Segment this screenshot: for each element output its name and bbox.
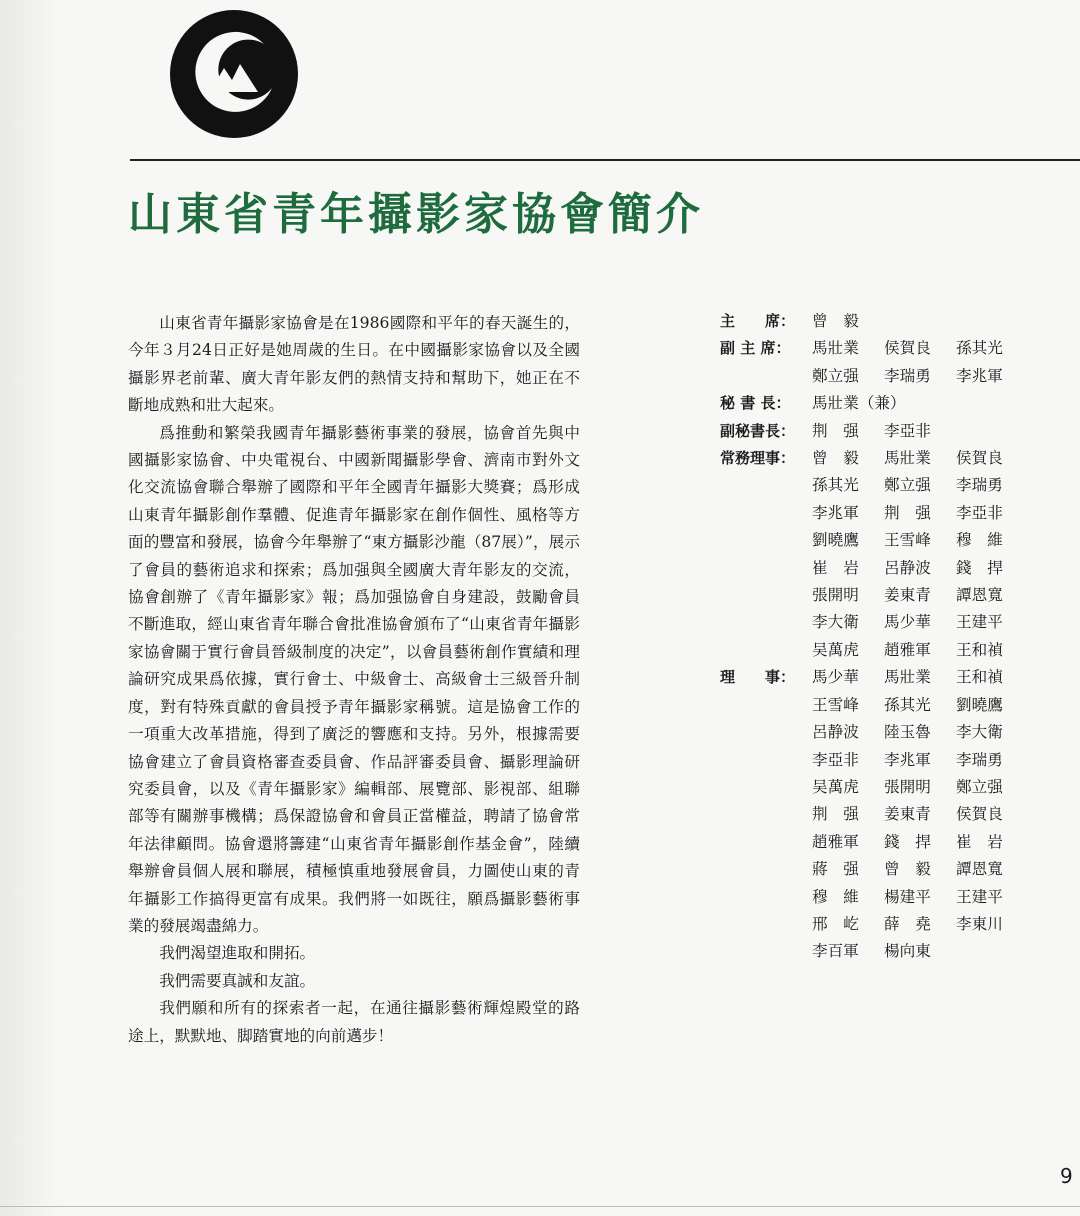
officer-name: 荆 强 [812,421,859,440]
officer-name: 姜東青 [884,586,931,605]
officer-name: 譚恩寬 [956,860,1003,879]
officer-role: 主 席： [720,312,796,330]
officer-group [720,308,1020,335]
intro-paragraph: 我們需要真誠和友誼。 [159,971,316,990]
officer-name: 吴萬虎 [812,640,859,659]
officer-name: 鄭立强 [956,777,1003,796]
officer-name: 鄭立强 [884,476,931,495]
officer-group [720,664,1020,965]
officer-name: 李瑞勇 [956,476,1003,495]
officer-name: 楊向東 [884,942,931,961]
officer-name: 錢 捍 [884,832,931,851]
page-bottom-edge [0,1206,1080,1207]
officer-names [812,308,1028,335]
officer-name: 穆 維 [956,531,1003,550]
officer-role: 秘 書 長： [720,394,791,413]
officer-name: 李瑞勇 [884,366,931,385]
officer-name: 劉曉鷹 [812,531,859,550]
page-number: 9 [1060,1164,1073,1188]
intro-paragraph: 我們願和所有的探索者一起，在通往攝影藝術輝煌殿堂的路途上，默默地、脚踏實地的向前邁步！ [128,999,580,1045]
officer-group [720,445,1020,664]
officer-name: 李兆軍 [884,750,931,769]
officer-name: 譚恩寬 [956,586,1003,605]
officer-name: 呂静波 [884,558,931,577]
officer-name: 崔 岩 [812,558,859,577]
officer-name: 薛 堯 [884,914,931,933]
officer-names [812,664,1028,965]
intro-text [128,310,580,1050]
officer-name: 馬壯業（兼） [812,394,906,413]
officer-name: 侯賀良 [956,449,1003,468]
officer-name: 孫其光 [956,339,1003,358]
officer-name: 王和禎 [956,640,1003,659]
officer-name: 邢 屹 [812,914,859,933]
officer-name: 李大衛 [956,723,1003,742]
officer-name: 孫其光 [812,476,859,495]
officer-name: 王雪峰 [812,695,859,714]
officer-name: 楊建平 [884,887,931,906]
officer-name: 曾 毅 [812,449,859,468]
officer-name: 王雪峰 [884,531,931,550]
officer-name: 馬壯業 [884,668,931,687]
officer-role: 常務理事： [720,449,796,468]
officer-name: 侯賀良 [884,339,931,358]
officer-names [812,390,1028,417]
officer-name: 李百軍 [812,942,859,961]
officer-group [720,390,1020,417]
intro-paragraph: 爲推動和繁榮我國青年攝影藝術事業的發展，協會首先與中國攝影家協會、中央電視台、中國新聞攝影學會、濟南市對外文化交流協會聯合舉辦了國際和平年全國青年攝影大獎賽；爲形成山東青年攝影創作羣體、促進青年攝影家在創作個性、風格等方面的豐富和發展，協會今年舉辦了“東方攝影沙龍（87展）”，展示了會員的藝術追求和探索；爲加强與全國廣大青年影友的交流，協會創辦了《青年攝影家》報；爲加强協會自身建設，鼓勵會員不斷進取，經山東省青年聯合會批准協會頒布了“山東省青年攝影家協會關于實行會員晉級制度的决定”，以會員藝術創作實績和理論研究成果爲依據，實行會士、中級會士、高級會士三級晉升制度，對有特殊貢獻的會員授予青年攝影家稱號。這是協會工作的一項重大改革措施，得到了廣泛的響應和支持。另外，根據需要協會建立了會員資格審查委員會、作品評審委員會、攝影理論研究委員會，以及《青年攝影家》編輯部、展覽部、影視部、組聯部等有關辦事機構；爲保證協會和會員正當權益，聘請了協會常年法律顧問。協會還將籌建“山東省青年攝影創作基金會”，陸續舉辦會員個人展和聯展，積極慎重地發展會員，力圖使山東的青年攝影工作搞得更富有成果。我們將一如既往，願爲攝影藝術事業的發展竭盡綿力。 [128,423,580,935]
officer-name: 錢 捍 [956,558,1003,577]
officer-name: 張開明 [812,586,859,605]
officer-name: 趙雅軍 [884,640,931,659]
officer-name: 孫其光 [884,695,931,714]
officer-name: 崔 岩 [956,832,1003,851]
officer-role: 副 主 席： [720,339,791,358]
officer-name: 王和禎 [956,668,1003,687]
page-title: 山東省青年攝影家協會簡介 [128,189,704,240]
officer-name: 荆 强 [884,503,931,522]
officer-name: 李亞非 [812,750,859,769]
officer-name: 荆 强 [812,805,859,824]
officer-name: 馬少華 [884,613,931,632]
officer-name: 李瑞勇 [956,750,1003,769]
officer-name: 劉曉鷹 [956,695,1003,714]
intro-paragraph: 山東省青年攝影家協會是在1986國際和平年的春天誕生的，今年３月24日正好是她周歲的生日。在中國攝影家協會以及全國攝影界老前輩、廣大青年影友們的熱情支持和幫助下，她正在不斷地成熟和壯大起來。 [128,314,580,415]
officer-role: 理 事： [720,668,796,687]
header-rule [130,159,1080,161]
association-logo-icon [168,8,300,140]
officer-group [720,335,1020,390]
officer-name: 蔣 强 [812,860,859,879]
officer-name: 穆 維 [812,887,859,906]
officer-name: 鄭立强 [812,366,859,385]
officer-name: 陸玉魯 [884,723,931,742]
officer-name: 馬少華 [812,668,859,687]
officer-name: 侯賀良 [956,805,1003,824]
officer-name: 李亞非 [956,503,1003,522]
officer-role: 副秘書長： [720,421,796,440]
officer-name: 李大衛 [812,613,859,632]
officer-group [720,418,1020,445]
officer-name: 李兆軍 [812,503,859,522]
officer-name: 曾 毅 [812,312,859,330]
officer-names [812,418,1028,445]
officer-names [812,335,1028,390]
intro-paragraph: 我們渴望進取和開拓。 [159,944,316,963]
officer-name: 馬壯業 [884,449,931,468]
officer-name: 趙雅軍 [812,832,859,851]
officer-name: 王建平 [956,887,1003,906]
scan-edge-shadow [0,0,60,1216]
officer-names [812,445,1028,664]
officer-list [720,308,1020,966]
officer-name: 李亞非 [884,421,931,440]
officer-name: 李兆軍 [956,366,1003,385]
officer-name: 王建平 [956,613,1003,632]
officer-name: 曾 毅 [884,860,931,879]
officer-name: 李東川 [956,914,1003,933]
officer-name: 姜東青 [884,805,931,824]
officer-name: 張開明 [884,777,931,796]
officer-name: 馬壯業 [812,339,859,358]
officer-name: 呂静波 [812,723,859,742]
officer-name: 吴萬虎 [812,777,859,796]
